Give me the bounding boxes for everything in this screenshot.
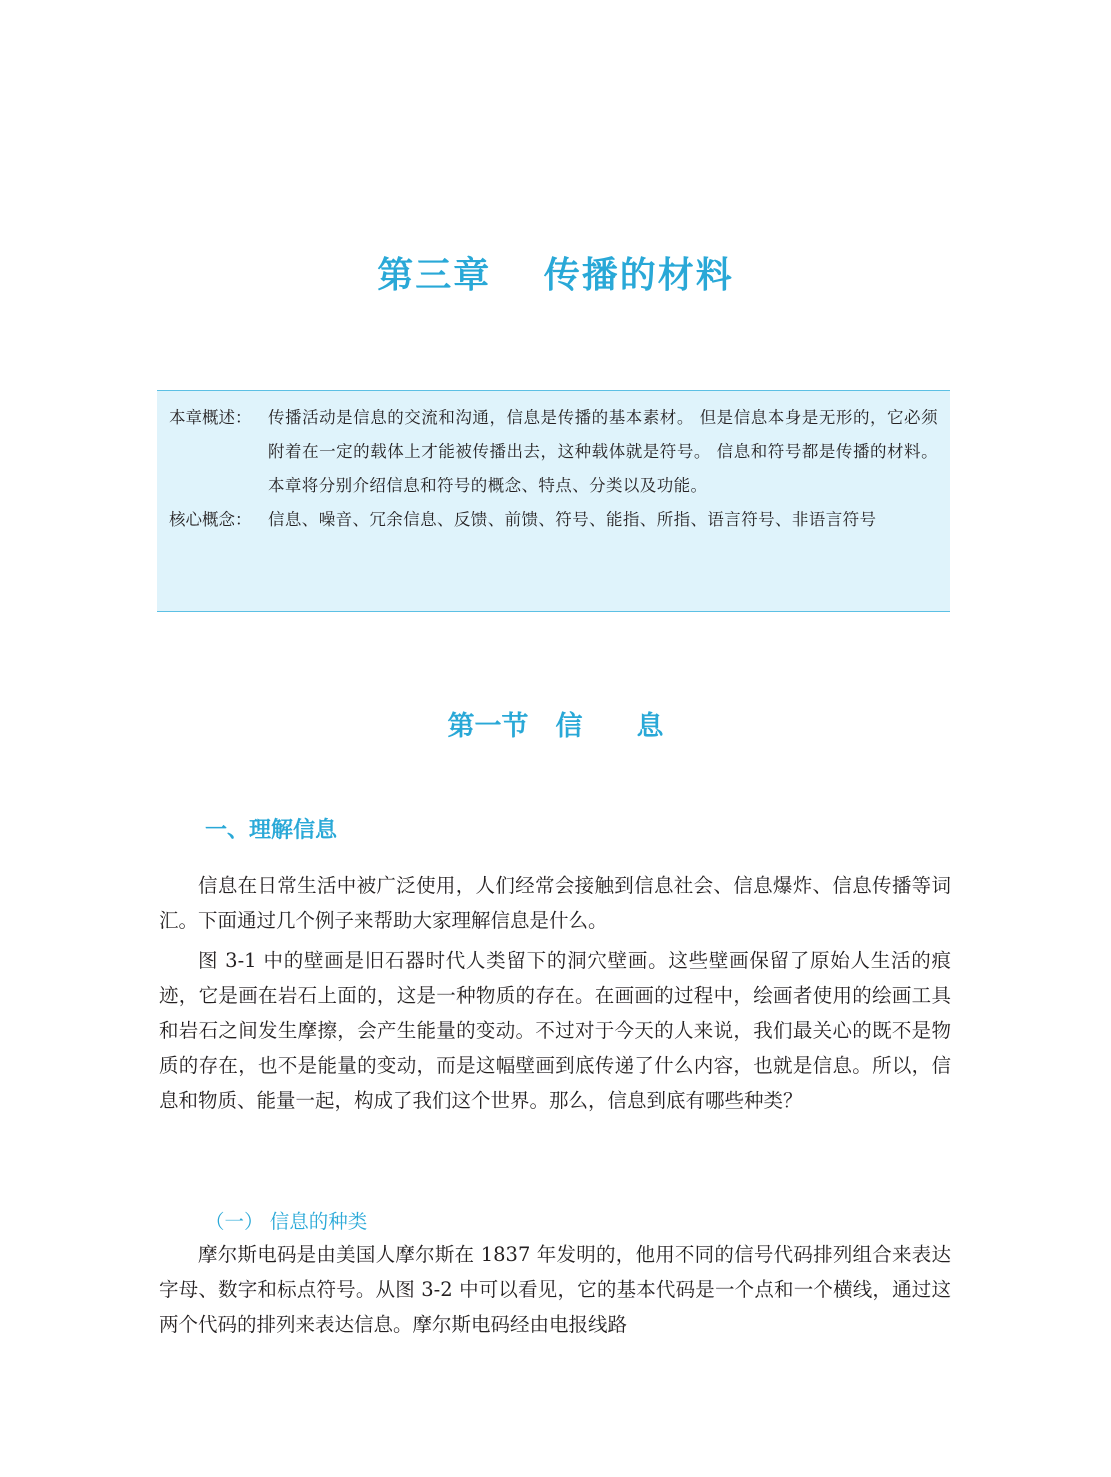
subsection-title: 一、理解信息 (205, 817, 338, 843)
core-concepts-text: 信息、噪音、冗余信息、反馈、前馈、符号、能指、所指、语言符号、非语言符号 (268, 510, 877, 529)
body-paragraph: 摩尔斯电码是由美国人摩尔斯在 1837 年发明的，他用不同的信号代码排列组合来表达字母、数字和标点符号。从图 3-2 中可以看见，它的基本代码是一个点和一个横线，通过这两个代码的排列来表达信息。摩尔斯电码经由电报线路 (159, 1243, 951, 1336)
chapter-title: 第三章 传播的材料 (377, 254, 734, 296)
body-paragraph: 信息在日常生活中被广泛使用，人们经常会接触到信息社会、信息爆炸、信息传播等词汇。下面通过几个例子来帮助大家理解信息是什么。 (159, 874, 951, 932)
core-concepts-label: 核心概念： (169, 510, 252, 529)
overview-label: 本章概述： (169, 408, 252, 427)
overview-row (169, 401, 938, 503)
chapter-summary-box (157, 390, 950, 612)
section-title: 第一节 信 息 (447, 711, 664, 742)
body-paragraph: 图 3-1 中的壁画是旧石器时代人类留下的洞穴壁画。这些壁画保留了原始人生活的痕迹，它是画在岩石上面的，这是一种物质的存在。在画画的过程中，绘画者使用的绘画工具和岩石之间发生摩擦，会产生能量的变动。不过对于今天的人来说，我们最关心的既不是物质的存在，也不是能量的变动，而是这幅壁画到底传递了什么内容，也就是信息。所以，信息和物质、能量一起，构成了我们这个世界。那么，信息到底有哪些种类？ (159, 949, 951, 1112)
sub-subsection-title: （一） 信息的种类 (205, 1210, 368, 1233)
core-concepts-row (169, 503, 938, 537)
overview-text: 传播活动是信息的交流和沟通，信息是传播的基本素材。 但是信息本身是无形的，它必须附着在一定的载体上才能被传播出去，这种载体就是符号。 信息和符号都是传播的材料。 本章将分别介绍信息和符号的概念、特点、分类以及功能。 (268, 408, 938, 495)
